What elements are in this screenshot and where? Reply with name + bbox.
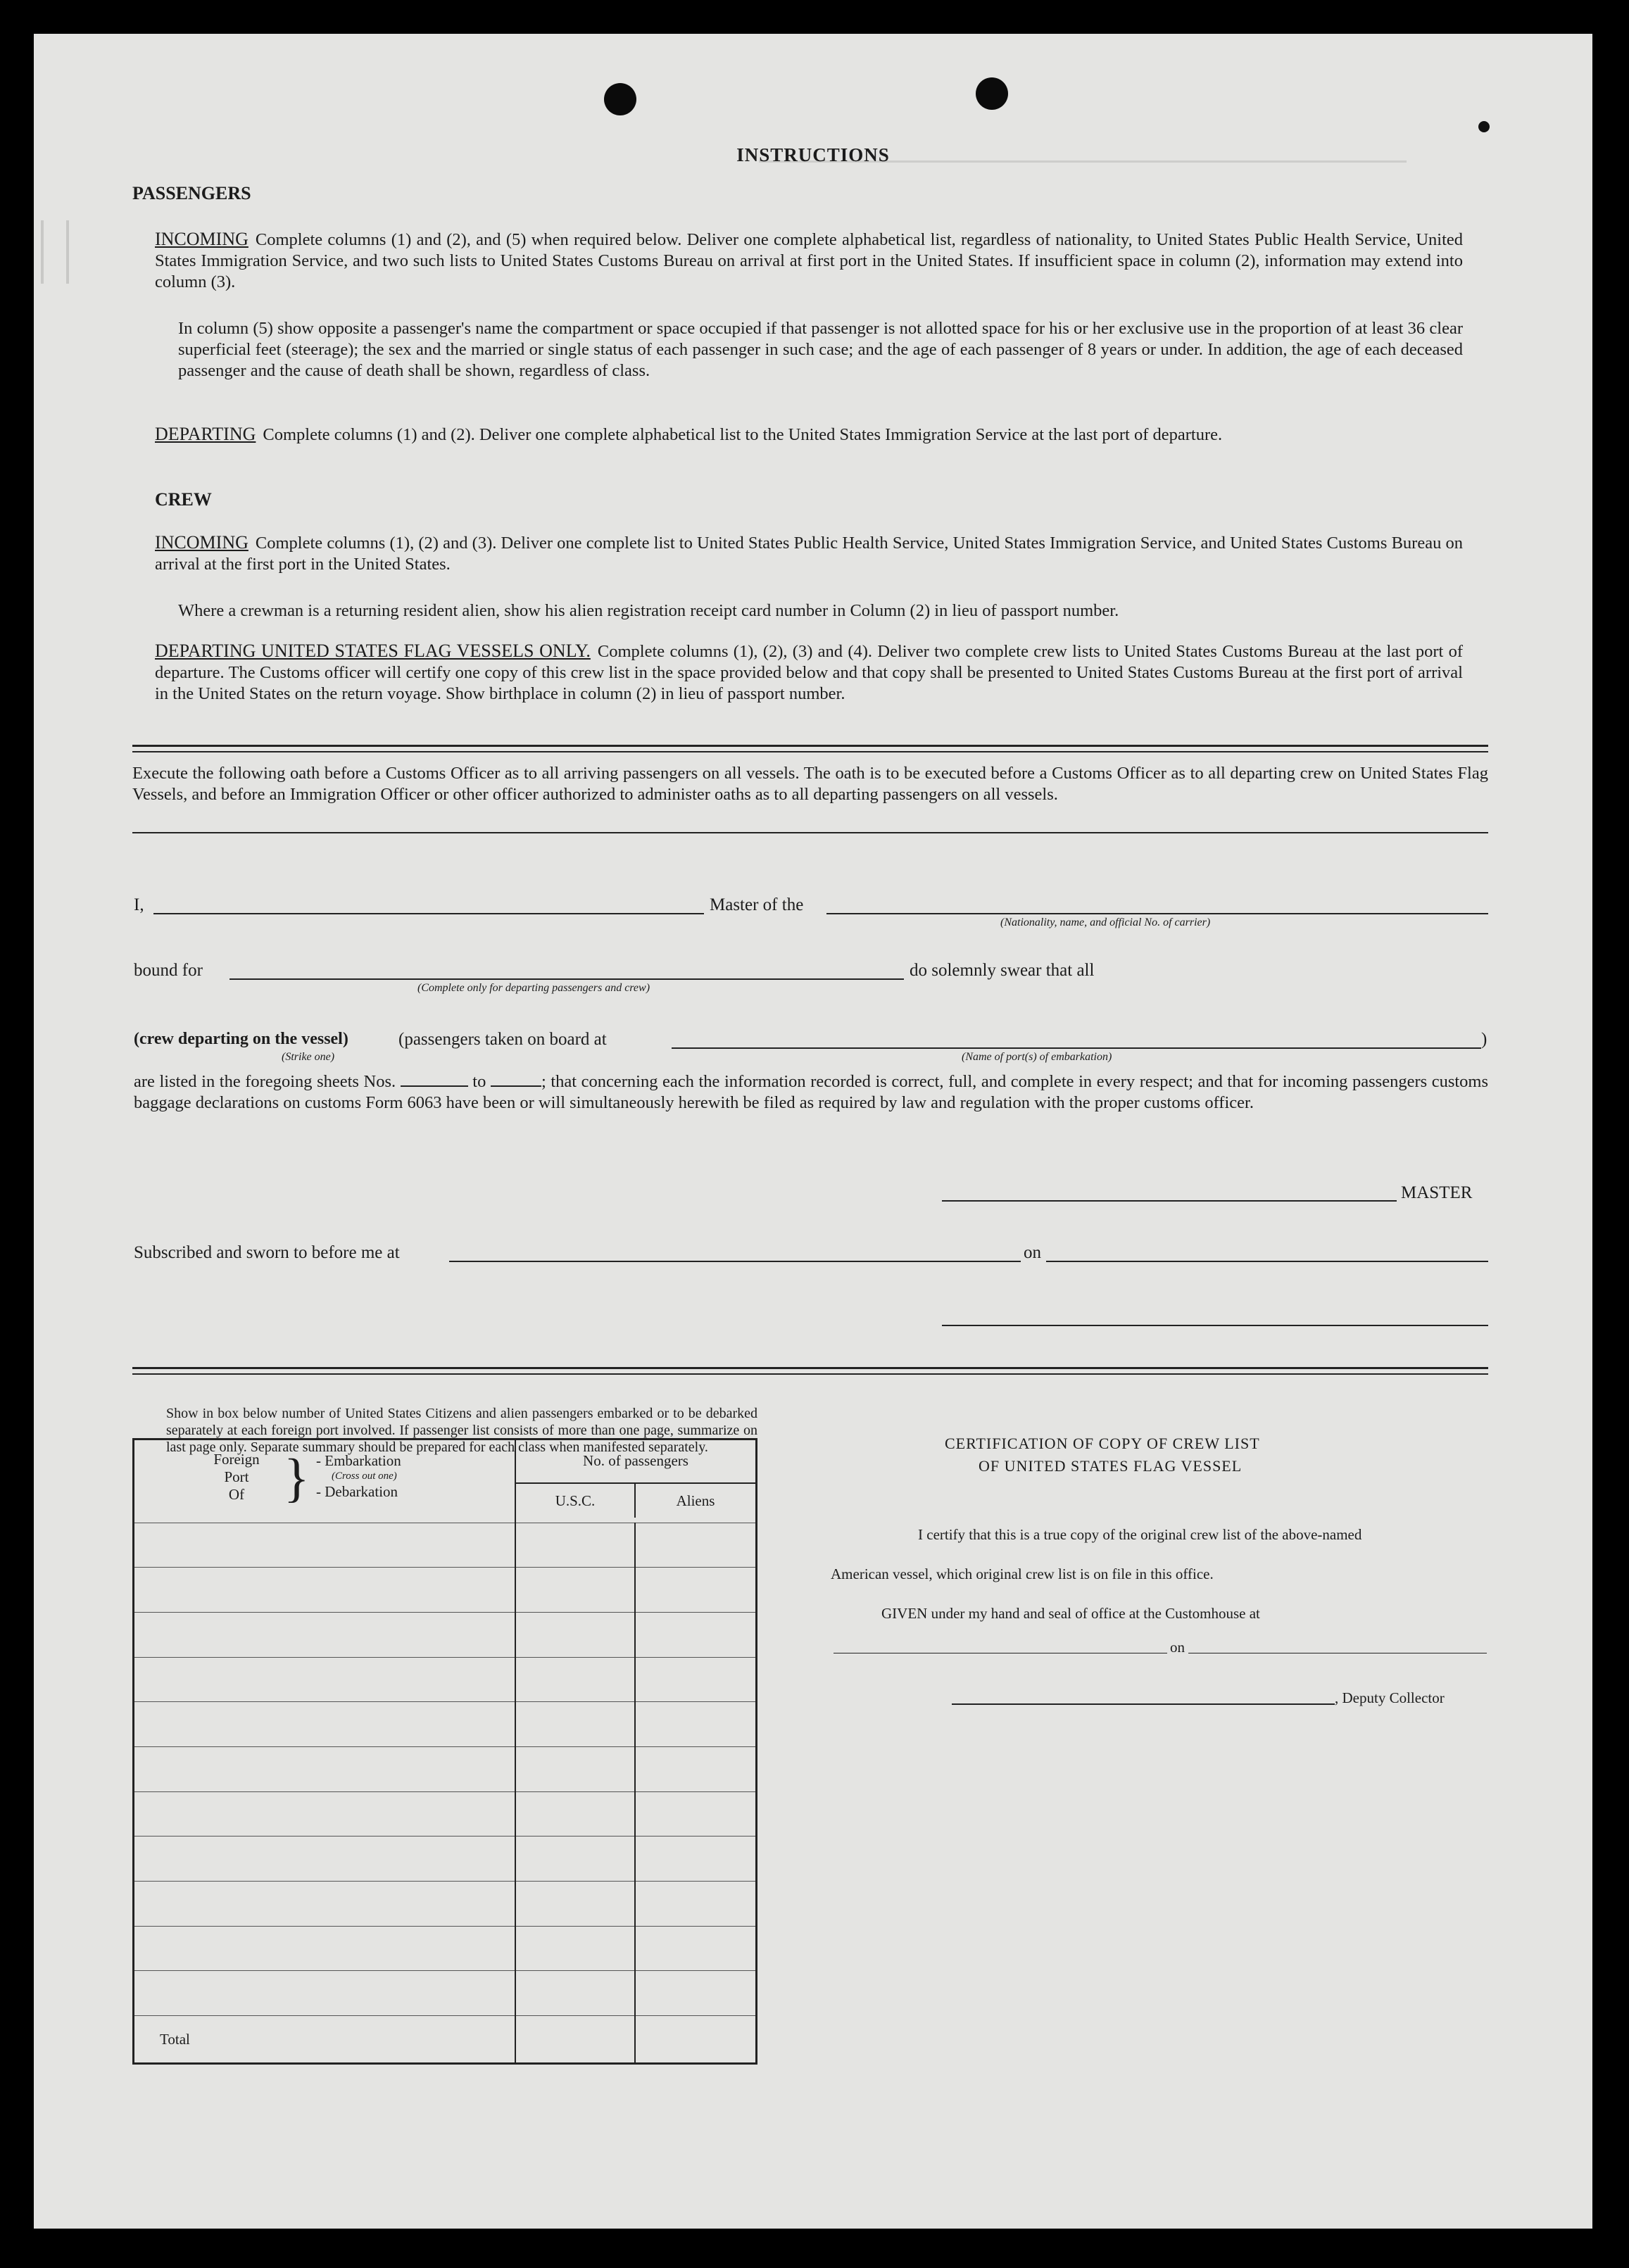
port-label: Port: [224, 1468, 249, 1485]
destination-field[interactable]: [229, 977, 904, 980]
table-row: [134, 1926, 757, 1971]
crew-departing-option-label: (crew departing on the vessel): [134, 1030, 348, 1048]
passengers-incoming-text: Complete columns (1) and (2), and (5) when required below. Deliver one complete alphabetical list, regardless of nationality, to United States Public Health Service, United States Immigration Service, and two such lists to United States Customs Bureau on arrival at first port in the United States. If insufficient space in column (2), information may extend into column (3).: [155, 230, 1463, 291]
crew-departing-text: Complete columns (1), (2), (3) and (4). Deliver two complete crew lists to United States Customs Bureau at the last port of departure. The Customs officer will certify one copy of this crew list in the space provided below and that copy shall be presented to United States Customs Bureau at the first port of arrival in the United States on the return voyage. Show birthplace in column (2) in lieu of passport number.: [155, 642, 1463, 703]
table-row: [134, 1657, 757, 1702]
table-row: [134, 1971, 757, 2016]
cert-given: GIVEN under my hand and seal of office at the Customhouse at: [881, 1605, 1260, 1622]
bound-for-label: bound for: [134, 961, 203, 980]
subscribed-label: Subscribed and sworn to before me at: [134, 1243, 400, 1262]
port-cell[interactable]: [134, 1747, 516, 1792]
cross-out-note: (Cross out one): [332, 1470, 397, 1482]
embarkation-ports-field[interactable]: [672, 1046, 1481, 1049]
close-paren: ): [1481, 1030, 1488, 1049]
usc-cell[interactable]: [515, 1613, 635, 1658]
oath-divider: [132, 832, 1488, 833]
usc-cell[interactable]: [515, 1791, 635, 1837]
total-usc-cell[interactable]: [515, 2016, 635, 2064]
usc-cell[interactable]: [515, 1657, 635, 1702]
aliens-cell[interactable]: [635, 1568, 757, 1613]
listed-b: ; that concerning each the information recorded is correct, full, and complete in every respect; and that for incoming passengers customs baggage declarations on customs Form 6063 have been or will simultaneously herewith be filed as required by law and regulation with the proper customs officer.: [134, 1072, 1489, 1112]
port-cell[interactable]: [134, 1613, 516, 1658]
total-row: [134, 2016, 757, 2064]
sheet-to-field[interactable]: [491, 1073, 541, 1087]
table-row: [134, 1791, 757, 1837]
table-row: [134, 1882, 757, 1927]
aliens-cell[interactable]: [635, 1702, 757, 1747]
complete-note: (Complete only for departing passengers and crew): [417, 982, 650, 994]
oath-i-label: I,: [134, 895, 144, 914]
carrier-note: (Nationality, name, and official No. of carrier): [1000, 916, 1211, 928]
port-cell[interactable]: [134, 1523, 516, 1568]
usc-cell[interactable]: [515, 1926, 635, 1971]
port-cell[interactable]: [134, 1971, 516, 2016]
port-cell[interactable]: [134, 1568, 516, 1613]
table-row: [134, 1613, 757, 1658]
table-row: [134, 1568, 757, 1613]
cert-on-label: on: [1170, 1639, 1185, 1656]
no-of-passengers-label: No. of passengers: [516, 1440, 755, 1484]
usc-cell[interactable]: [515, 1568, 635, 1613]
total-label: Total: [160, 2030, 190, 2048]
usc-header: U.S.C.: [516, 1484, 636, 1518]
cert-line-1: I certify that this is a true copy of the original crew list of the above-named: [918, 1526, 1362, 1543]
crew-incoming-paragraph: [155, 532, 1463, 575]
crew-incoming-text: Complete columns (1), (2) and (3). Deliver one complete list to United States Public Health Service, United States Immigration Service, and United States Customs Bureau on arrival at the first port in the United States.: [155, 534, 1463, 574]
bleed-through-mark: [41, 220, 69, 284]
aliens-cell[interactable]: [635, 1657, 757, 1702]
crew-departing-label: DEPARTING UNITED STATES FLAG VESSELS ONLY.: [155, 641, 591, 661]
usc-cell[interactable]: [515, 1747, 635, 1792]
master-name-field[interactable]: [153, 912, 704, 914]
cert-line-2: American vessel, which original crew list is on file in this office.: [831, 1565, 1214, 1582]
cert-heading-2: OF UNITED STATES FLAG VESSEL: [979, 1457, 1243, 1475]
column5-paragraph: In column (5) show opposite a passenger's name the compartment or space occupied if that passenger is not allotted space for his or her exclusive use in the proportion of at least 36 clear superficial feet (steerage); the sex and the married or single status of each passenger in such case; and the age of each passenger of 8 years or under. In addition, the age of each deceased passenger and the cause of death shall be shown, regardless of class.: [178, 319, 1463, 380]
usc-cell[interactable]: [515, 1702, 635, 1747]
aliens-cell[interactable]: [635, 1926, 757, 1971]
port-cell[interactable]: [134, 1657, 516, 1702]
sworn-date-field[interactable]: [1046, 1259, 1488, 1262]
of-label: Of: [228, 1486, 245, 1503]
passengers-departing-label: DEPARTING: [155, 424, 256, 444]
aliens-cell[interactable]: [635, 1791, 757, 1837]
punch-hole-left: [604, 83, 636, 115]
aliens-cell[interactable]: [635, 1747, 757, 1792]
aliens-cell[interactable]: [635, 1837, 757, 1882]
deputy-collector-label: , Deputy Collector: [1335, 1689, 1445, 1706]
passenger-summary-table: [132, 1438, 757, 2065]
aliens-cell[interactable]: [635, 1613, 757, 1658]
sheet-from-field[interactable]: [401, 1073, 468, 1087]
passengers-taken-option[interactable]: (passengers taken on board at: [398, 1030, 607, 1049]
passengers-heading: PASSENGERS: [132, 183, 251, 203]
listed-a: are listed in the foregoing sheets Nos.: [134, 1072, 396, 1091]
listed-paragraph: [134, 1071, 1488, 1114]
sworn-on-label: on: [1024, 1243, 1041, 1262]
embarkation-label: - Embarkation: [316, 1452, 401, 1469]
foreign-port-header: [134, 1439, 516, 1523]
cert-date-field[interactable]: [1188, 1651, 1487, 1653]
passengers-incoming-label: INCOMING: [155, 229, 249, 249]
master-of-label: Master of the: [710, 895, 804, 914]
port-cell[interactable]: [134, 1837, 516, 1882]
passengers-departing-paragraph: [155, 424, 1463, 446]
listed-to: to: [472, 1072, 486, 1091]
port-cell[interactable]: [134, 1702, 516, 1747]
section-divider: [132, 745, 1488, 752]
foreign-label: Foreign: [213, 1451, 260, 1468]
passengers-header: [515, 1439, 757, 1523]
debarkation-label: - Debarkation: [316, 1483, 398, 1500]
brace-icon: }: [284, 1449, 310, 1508]
crew-alien-paragraph: Where a crewman is a returning resident alien, show his alien registration receipt card number in Column (2) in lieu of passport number.: [178, 601, 1119, 620]
master-label: MASTER: [1401, 1183, 1473, 1202]
lower-divider: [132, 1367, 1488, 1375]
page-title: INSTRUCTIONS: [736, 144, 890, 165]
master-signature-field[interactable]: [942, 1199, 1397, 1202]
table-row: [134, 1837, 757, 1882]
table-row: [134, 1523, 757, 1568]
crew-incoming-label: INCOMING: [155, 532, 249, 553]
aliens-cell[interactable]: [635, 1523, 757, 1568]
form-page: [34, 34, 1592, 2229]
carrier-field[interactable]: [826, 912, 1488, 914]
aliens-cell[interactable]: [635, 1971, 757, 2016]
passengers-incoming-paragraph: [155, 229, 1463, 293]
aliens-cell[interactable]: [635, 1882, 757, 1927]
deputy-signature-field[interactable]: [952, 1702, 1335, 1705]
oath-intro: Execute the following oath before a Customs Officer as to all arriving passengers on all vessels. The oath is to be executed before a Customs Officer as to all departing crew on United States Flag Vessels, and before an Immigration Officer or other officer authorized to administer oaths as to all departing passengers on all vessels.: [132, 764, 1488, 804]
punch-hole-right: [976, 77, 1008, 110]
customhouse-field[interactable]: [834, 1651, 1167, 1653]
crew-departing-option[interactable]: [134, 1030, 348, 1049]
cert-heading-1: CERTIFICATION OF COPY OF CREW LIST: [945, 1435, 1260, 1452]
usc-cell[interactable]: [515, 1523, 635, 1568]
total-label-cell: [134, 2016, 516, 2064]
port-cell[interactable]: [134, 1791, 516, 1837]
usc-cell[interactable]: [515, 1882, 635, 1927]
ports-note: (Name of port(s) of embarkation): [962, 1051, 1112, 1063]
passengers-departing-text: Complete columns (1) and (2). Deliver one complete alphabetical list to the United States Immigration Service at the last port of departure.: [263, 425, 1223, 444]
summary-instructions: Show in box below number of United States Citizens and alien passengers embarked or to be debarked separately at each foreign port involved. If passenger list consists of more than one page, summarize on last page only. Separate summary should be prepared for each class when manifested separately.: [166, 1406, 757, 1455]
strike-note: (Strike one): [282, 1051, 335, 1063]
ink-speck: [1478, 121, 1490, 132]
table-row: [134, 1702, 757, 1747]
table-row: [134, 1747, 757, 1792]
swear-label: do solemnly swear that all: [910, 961, 1095, 980]
crew-departing-paragraph: [155, 641, 1463, 705]
port-cell[interactable]: [134, 1882, 516, 1927]
crew-heading: CREW: [155, 489, 212, 510]
aliens-header: Aliens: [676, 1492, 715, 1509]
port-cell[interactable]: [134, 1926, 516, 1971]
total-aliens-cell[interactable]: [635, 2016, 757, 2064]
officer-signature-field[interactable]: [942, 1323, 1488, 1326]
usc-cell[interactable]: [515, 1837, 635, 1882]
sworn-place-field[interactable]: [449, 1259, 1021, 1262]
usc-cell[interactable]: [515, 1971, 635, 2016]
